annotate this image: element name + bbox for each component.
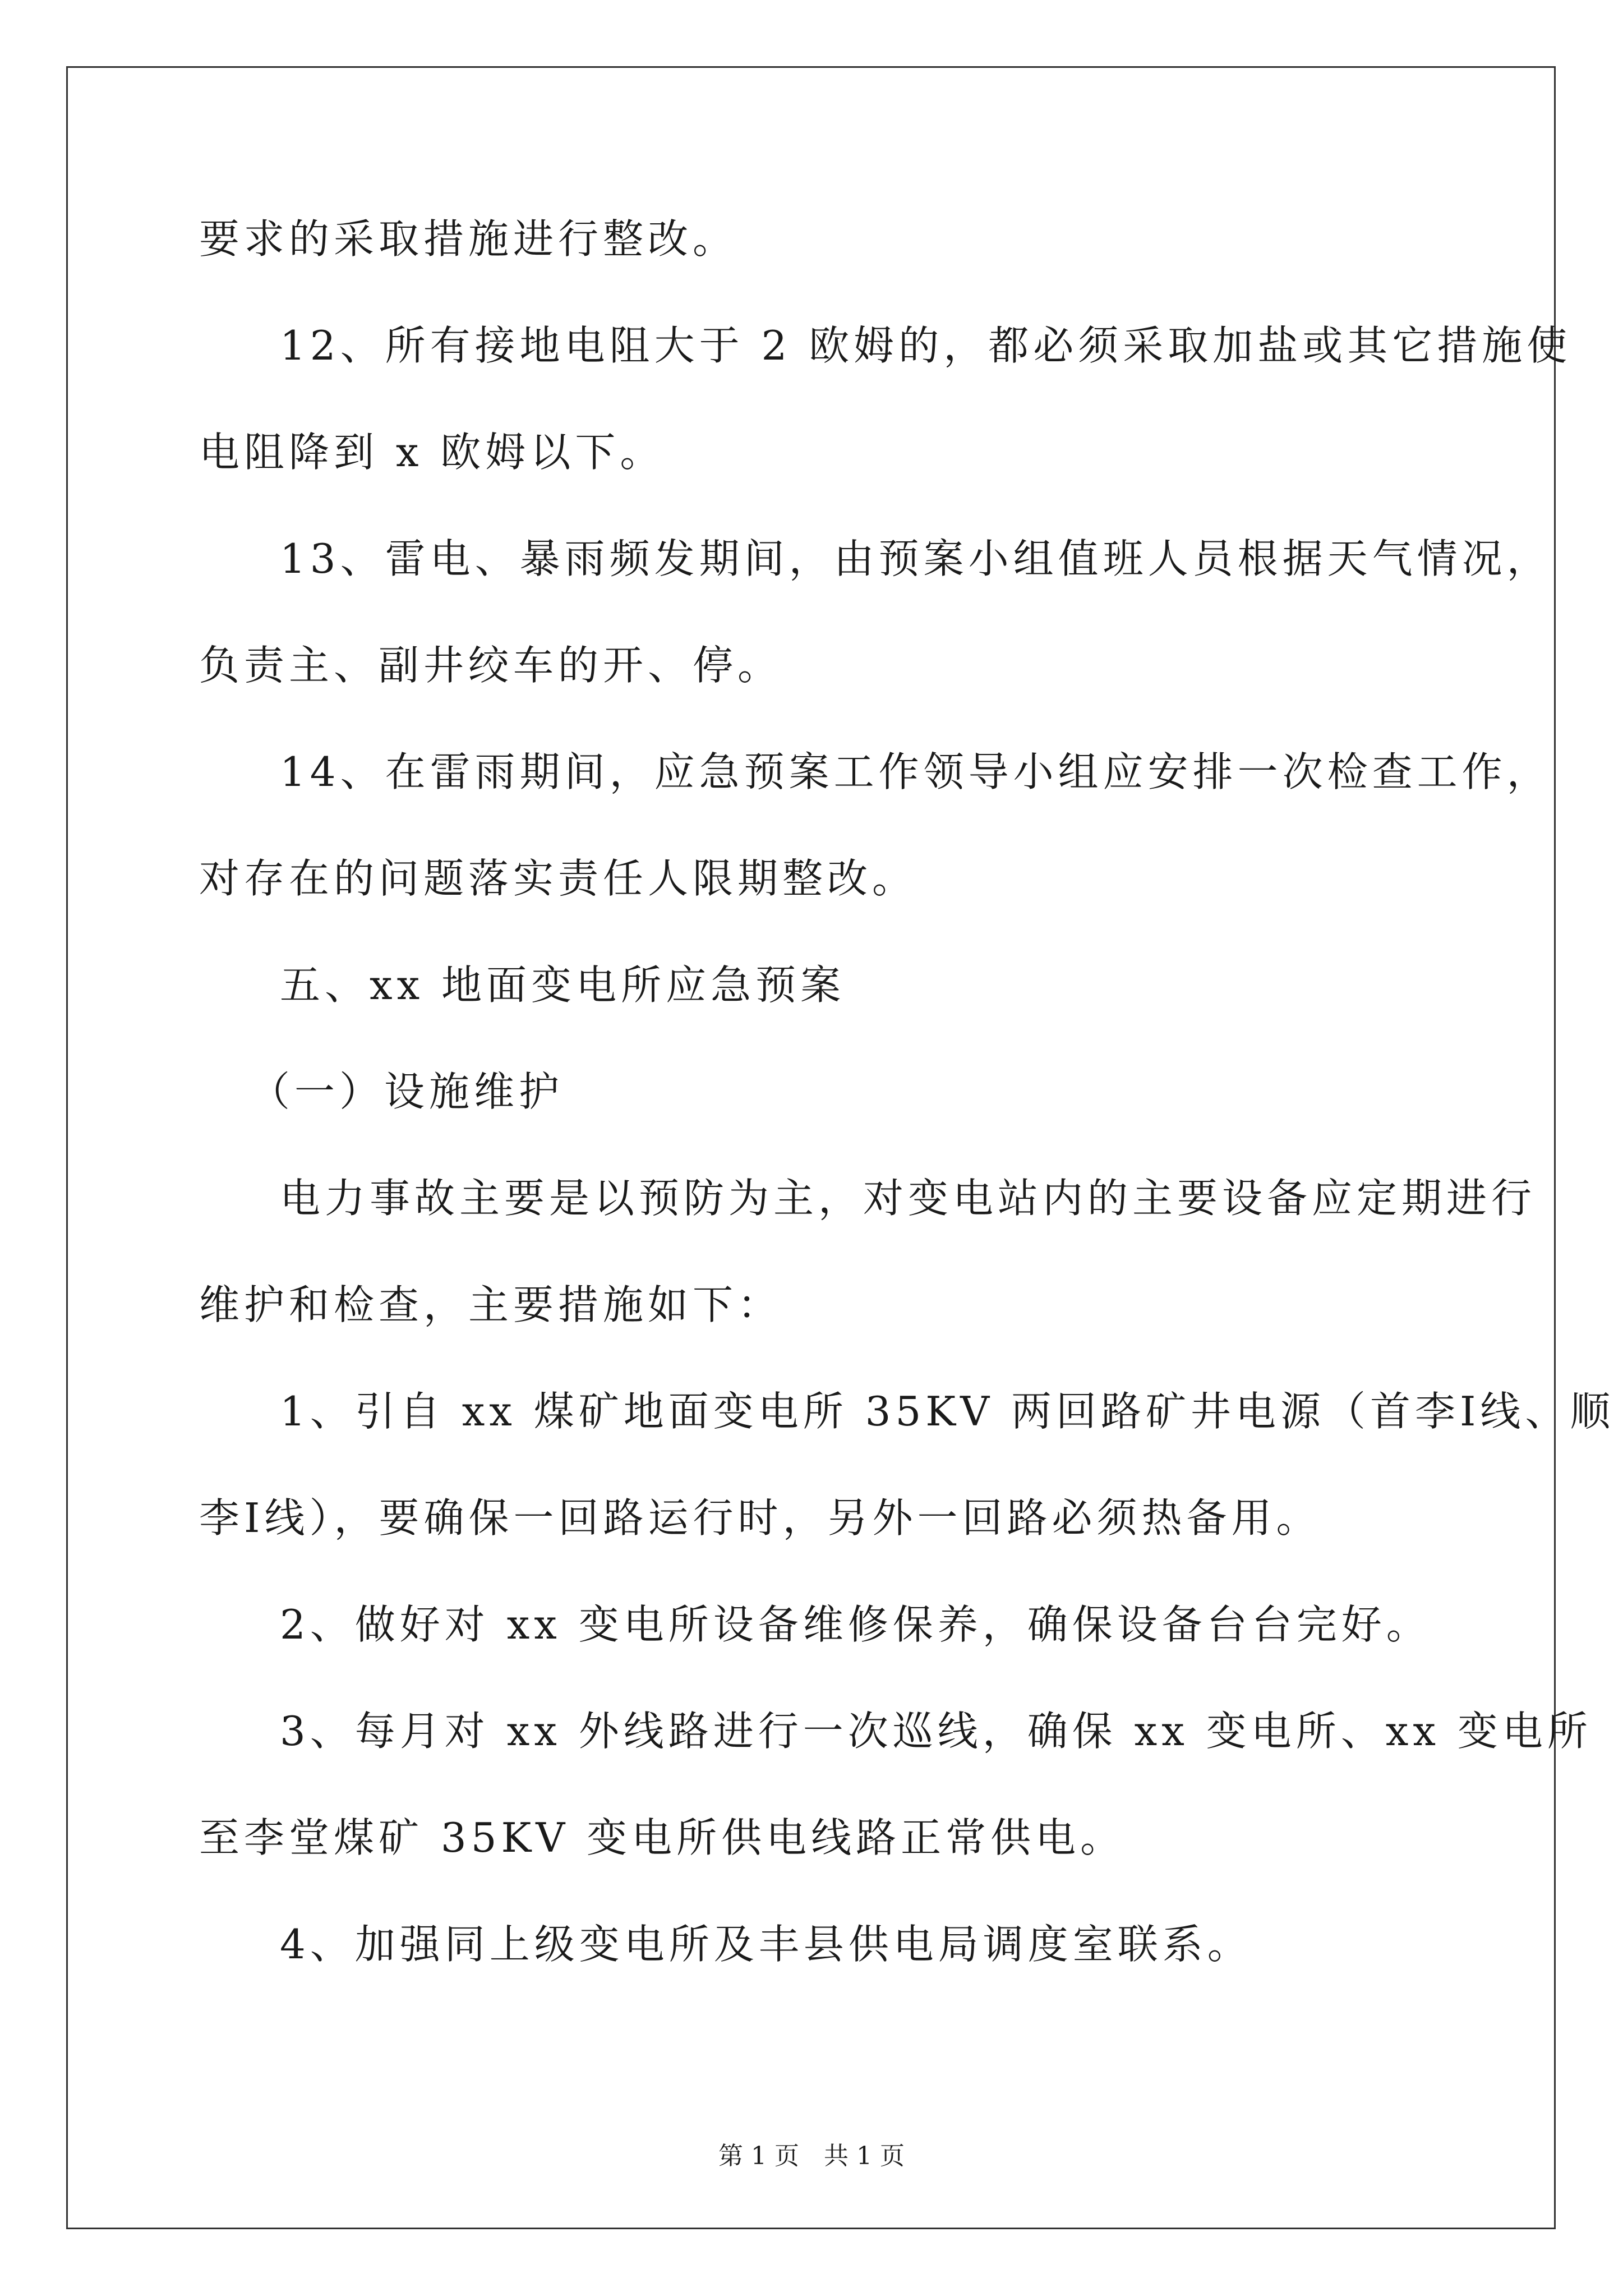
- item-3-line-2: 至李堂煤矿 35KV 变电所供电线路正常供电。: [199, 1814, 1126, 1861]
- item-4: 4、加强同上级变电所及丰县供电局调度室联系。: [280, 1921, 1252, 1968]
- page-border: [66, 66, 1556, 2229]
- item-12-line-2: 电阻降到 x 欧姆以下。: [199, 429, 665, 476]
- item-13-line-2: 负责主、副井绞车的开、停。: [199, 642, 783, 689]
- item-3-line-1: 3、每月对 xx 外线路进行一次巡线，确保 xx 变电所、xx 变电所: [280, 1708, 1592, 1755]
- subsection-heading: （一）设施维护: [250, 1068, 564, 1115]
- item-14-line-1: 14、在雷雨期间，应急预案工作领导小组应安排一次检查工作，: [280, 748, 1552, 795]
- page-number-footer: 第 1 页 共 1 页: [718, 2142, 905, 2170]
- item-1-line-1: 1、引自 xx 煤矿地面变电所 35KV 两回路矿井电源（首李Ⅰ线、顺: [280, 1388, 1615, 1435]
- intro-paragraph-line-2: 维护和检查，主要措施如下：: [199, 1281, 783, 1328]
- item-12-line-1: 12、所有接地电阻大于 2 欧姆的，都必须采取加盐或其它措施使: [280, 322, 1572, 369]
- intro-paragraph-line-1: 电力事故主要是以预防为主，对变电站内的主要设备应定期进行: [280, 1175, 1537, 1222]
- item-13-line-1: 13、雷电、暴雨频发期间，由预案小组值班人员根据天气情况，: [280, 535, 1552, 582]
- item-14-line-2: 对存在的问题落实责任人限期整改。: [199, 855, 917, 902]
- item-2: 2、做好对 xx 变电所设备维修保养，确保设备台台完好。: [280, 1601, 1431, 1648]
- section-heading: 五、xx 地面变电所应急预案: [280, 961, 846, 1009]
- paragraph-continuation: 要求的采取措施进行整改。: [199, 215, 738, 263]
- item-1-line-2: 李Ⅰ线），要确保一回路运行时，另外一回路必须热备用。: [199, 1494, 1321, 1542]
